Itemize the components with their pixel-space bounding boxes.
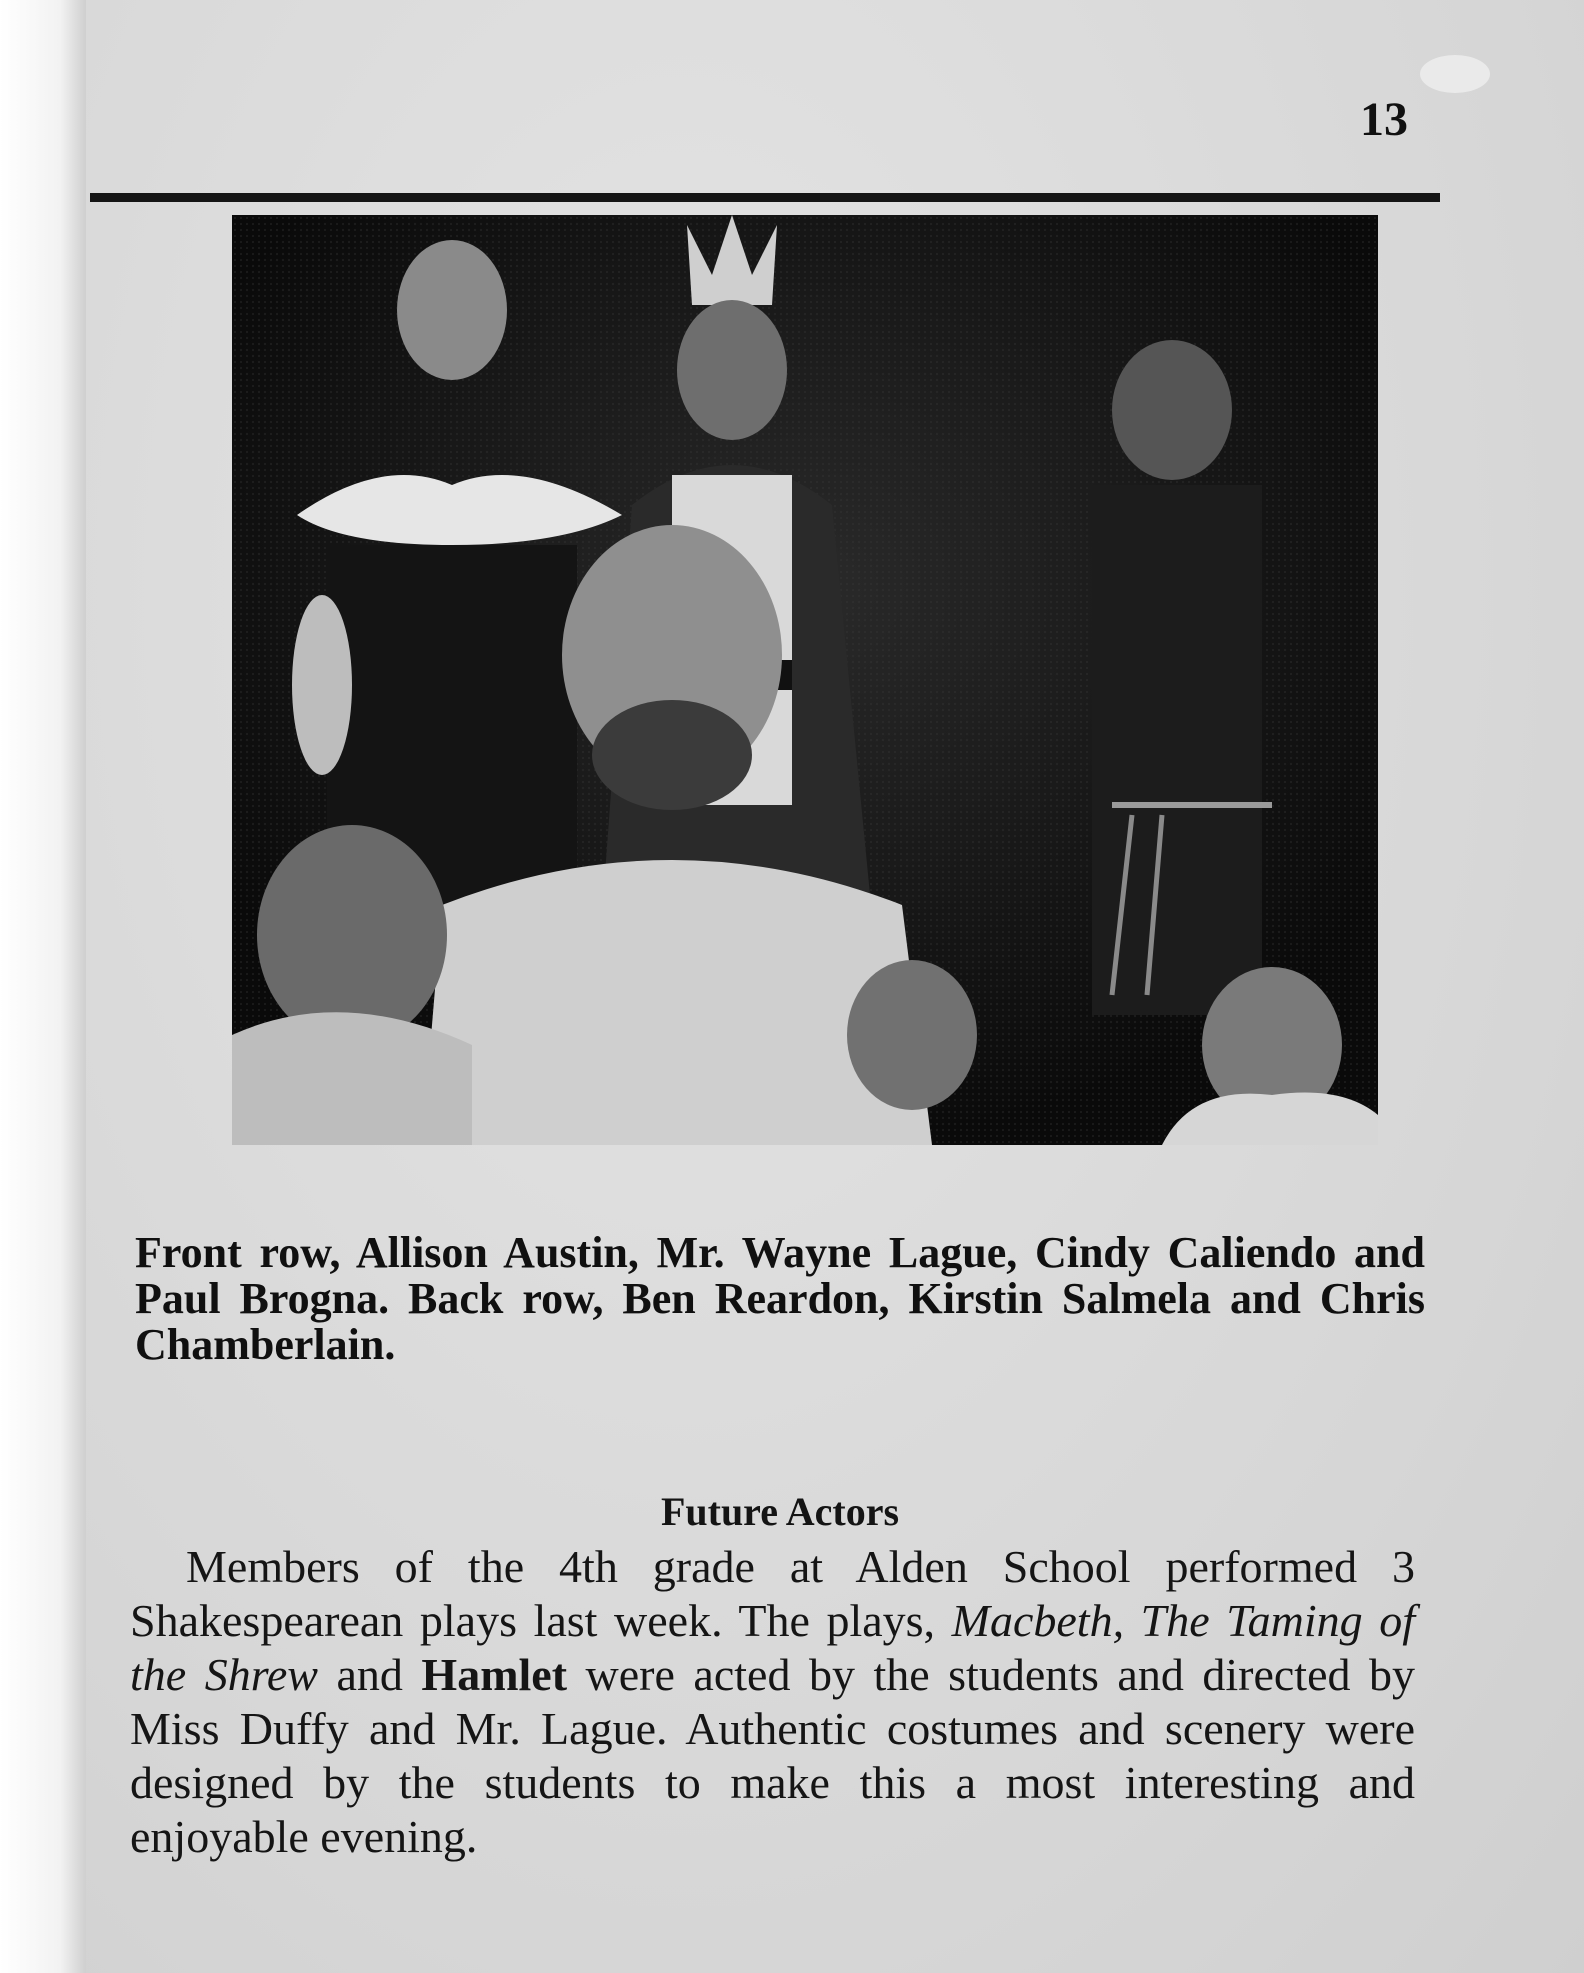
header-rule	[90, 193, 1440, 202]
newspaper-photo-icon	[232, 215, 1378, 1145]
tape-mark	[1420, 55, 1490, 93]
play-title-italic: Macbeth, The Taming of the Shrew	[130, 1595, 1415, 1700]
article-text-1: Members of the 4th grade at Alden School performed 3 Shakespearean plays last week. The plays,	[130, 1541, 1415, 1646]
group-photo	[232, 215, 1378, 1145]
article-text-3: were acted by the students and directed by Miss Duffy and Mr. Lague. Authentic costumes and scenery were designed by the students to make this a most interesting and enjoyable evening.	[130, 1649, 1415, 1862]
page-number: 13	[1360, 93, 1408, 146]
figure-head	[397, 240, 507, 380]
photo-caption: Front row, Allison Austin, Mr. Wayne Lague, Cindy Caliendo and Paul Brogna. Back row, Ben Reardon, Kirstin Salmela and Chris Chamberlain.	[135, 1228, 1425, 1369]
article-body	[130, 1540, 1415, 1864]
page-edge	[0, 0, 86, 1973]
play-title-bold: Hamlet	[421, 1649, 568, 1700]
article-headline: Future Actors	[660, 1489, 900, 1534]
article-text-2: and	[318, 1649, 422, 1700]
